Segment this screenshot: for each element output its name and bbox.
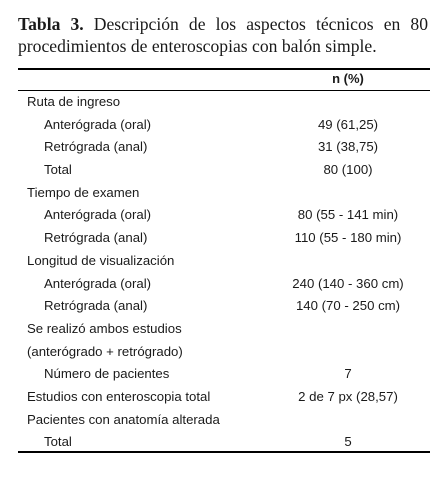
row-label: Retrógrada (anal) [44,298,148,314]
table-row [0,182,442,205]
row-label: Longitud de visualización [27,252,175,268]
table-row [0,273,442,296]
row-label: Estudios con enteroscopia total [27,388,211,404]
row-label: Ruta de ingreso [27,94,121,109]
row-value: 140 (70 - 250 cm) [295,298,401,314]
table-row [0,159,442,182]
row-label: Retrógrada (anal) [44,139,148,155]
column-header-n-percent: n (%) [332,71,364,86]
table-row [0,295,442,318]
table-row [0,250,442,273]
table-row [0,136,442,159]
table-number: Tabla 3. [18,14,84,34]
row-label: Total [44,162,72,178]
row-label: Retrógrada (anal) [44,230,148,246]
table-row [0,341,442,364]
table-row [0,91,442,114]
table-caption [18,13,428,57]
row-label: Total [44,434,72,450]
row-label: Anterógrada (oral) [44,116,152,132]
row-value: 110 (55 - 180 min) [294,230,402,246]
row-label: Pacientes con anatomía alterada [27,411,220,427]
row-value: 5 [344,434,352,450]
row-value: 49 (61,25) [317,116,379,132]
row-label: Anterógrada (oral) [44,275,152,291]
row-label: Anterógrada (oral) [44,207,152,223]
row-value: 31 (38,75) [317,139,379,155]
table-title: Descripción de los aspectos técnicos en 80 procedimientos de enteroscopias con balón simple. [18,14,428,56]
row-label: Se realizó ambos estudios [27,320,182,336]
table-row [0,204,442,227]
table-body [0,91,442,454]
row-value: 80 (100) [323,162,373,178]
table-row [0,363,442,386]
row-label: Número de pacientes [44,366,170,382]
row-value: 80 (55 - 141 min) [297,207,399,223]
row-value: 240 (140 - 360 cm) [292,275,404,291]
table-bottom-rule [18,451,430,453]
table-row [0,318,442,341]
table-row [0,386,442,409]
table-row [0,114,442,137]
row-label: Tiempo de examen [27,184,140,200]
table-row [0,227,442,250]
row-label: (anterógrado + retrógrado) [27,343,183,359]
row-value: 2 de 7 px (28,57) [298,388,398,404]
row-value: 7 [344,366,352,382]
table-row [0,409,442,432]
